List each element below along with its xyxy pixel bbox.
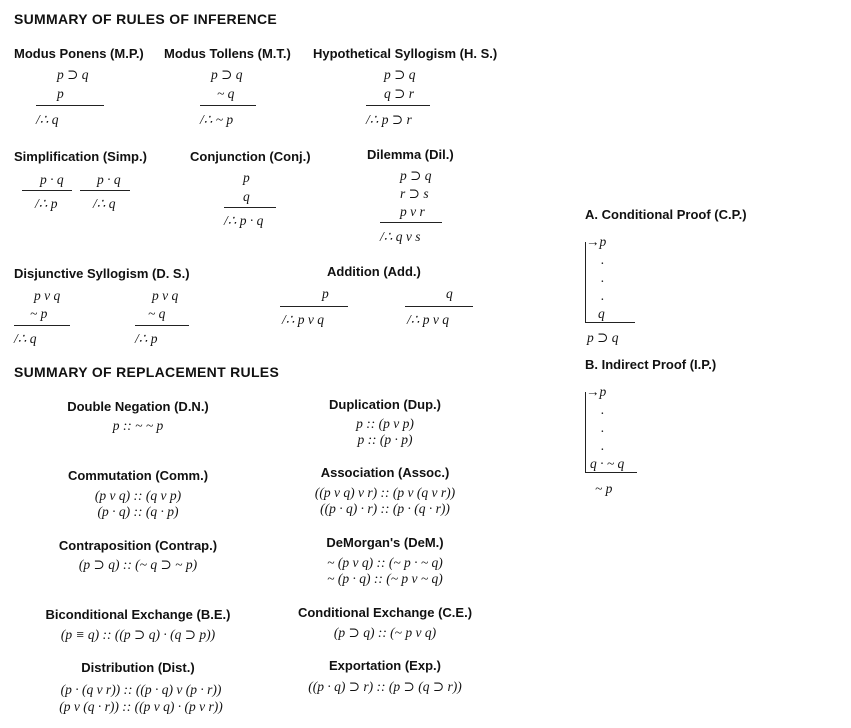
- conj-premise-1: p: [243, 170, 250, 185]
- mt-premise-2: ~ q: [217, 86, 235, 101]
- rule-ds-name: Disjunctive Syllogism (D. S.): [14, 266, 190, 281]
- cp-title: A. Conditional Proof (C.P.): [585, 207, 747, 222]
- ip-dot: .: [601, 420, 605, 435]
- assoc-formula-1: ((p v q) v r) :: (p v (q v r)): [314, 485, 456, 500]
- ds-a-conclusion: /∴ q: [14, 331, 37, 346]
- mp-line: [36, 105, 104, 106]
- cp-dot: .: [601, 288, 605, 303]
- ip-assumption: →p: [586, 384, 607, 399]
- rule-dist-name: Distribution (Dist.): [81, 660, 195, 675]
- cp-dot: .: [601, 270, 605, 285]
- ds-a-line: [14, 325, 70, 326]
- ip-result: ~ p: [595, 481, 613, 496]
- ce-formula-1: (p ⊃ q) :: (~ p v q): [333, 625, 437, 640]
- dup-formula-2: p :: (p · p): [357, 432, 413, 447]
- ip-dot: .: [601, 438, 605, 453]
- cp-assumption: →p: [586, 234, 607, 249]
- contrap-formula-1: (p ⊃ q) :: (~ q ⊃ ~ p): [78, 557, 198, 572]
- comm-formula-1: (p v q) :: (q v p): [94, 488, 182, 503]
- rule-ce-name: Conditional Exchange (C.E.): [297, 605, 473, 620]
- add-b-line: [405, 306, 473, 307]
- rule-exp-name: Exportation (Exp.): [329, 658, 441, 673]
- add-a-premise: p: [322, 286, 329, 301]
- cp-bracket: [585, 242, 586, 322]
- ds-b-line: [135, 325, 189, 326]
- mt-premise-1: p ⊃ q: [211, 67, 243, 82]
- rule-dem-name: DeMorgan's (DeM.): [326, 535, 444, 550]
- hs-conclusion: /∴ p ⊃ r: [366, 112, 412, 127]
- simp-a-premise: p · q: [40, 172, 64, 187]
- hs-premise-1: p ⊃ q: [384, 67, 416, 82]
- be-formula-1: (p ≡ q) :: ((p ⊃ q) · (q ⊃ p)): [60, 627, 216, 642]
- ds-b-premise-2: ~ q: [148, 306, 166, 321]
- add-b-conclusion: /∴ p v q: [407, 312, 449, 327]
- ip-dot: .: [601, 402, 605, 417]
- add-a-conclusion: /∴ p v q: [282, 312, 324, 327]
- cp-result: p ⊃ q: [587, 330, 619, 345]
- conj-line: [224, 207, 276, 208]
- dil-premise-1: p ⊃ q: [400, 168, 432, 183]
- dil-premise-3: p v r: [400, 204, 425, 219]
- rule-comm-name: Commutation (Comm.): [67, 468, 209, 483]
- inference-title: SUMMARY OF RULES OF INFERENCE: [14, 11, 278, 27]
- simp-a-conclusion: /∴ p: [35, 196, 58, 211]
- assoc-formula-2: ((p · q) · r) :: (p · (q · r)): [320, 501, 450, 516]
- cp-line: [585, 322, 635, 323]
- cp-last-line: q: [598, 306, 605, 321]
- conj-premise-2: q: [243, 189, 250, 204]
- simp-a-line: [22, 190, 72, 191]
- rule-dil-name: Dilemma (Dil.): [367, 147, 454, 162]
- ip-title: B. Indirect Proof (I.P.): [585, 357, 717, 372]
- conj-conclusion: /∴ p · q: [224, 213, 264, 228]
- dem-formula-1: ~ (p v q) :: (~ p · ~ q): [327, 555, 443, 570]
- mp-premise-2: p: [57, 86, 64, 101]
- rule-assoc-name: Association (Assoc.): [320, 465, 450, 480]
- simp-b-conclusion: /∴ q: [93, 196, 116, 211]
- dup-formula-1: p :: (p v p): [356, 416, 414, 431]
- rule-dup-name: Duplication (Dup.): [329, 397, 441, 412]
- add-a-line: [280, 306, 348, 307]
- mt-line: [200, 105, 256, 106]
- ip-line: [585, 472, 637, 473]
- simp-b-line: [80, 190, 130, 191]
- rule-add-name: Addition (Add.): [327, 264, 421, 279]
- dist-formula-2: (p v (q · r)) :: ((p v q) · (p v r)): [59, 699, 223, 714]
- ds-a-premise-2: ~ p: [30, 306, 48, 321]
- simp-b-premise: p · q: [97, 172, 121, 187]
- rule-hs-name: Hypothetical Syllogism (H. S.): [313, 46, 498, 61]
- dist-formula-1: (p · (q v r)) :: ((p · q) v (p · r)): [60, 682, 222, 697]
- ds-a-premise-1: p v q: [34, 288, 61, 303]
- exp-formula-1: ((p · q) ⊃ r) :: (p ⊃ (q ⊃ r)): [308, 679, 462, 694]
- rule-be-name: Biconditional Exchange (B.E.): [45, 607, 231, 622]
- dil-premise-2: r ⊃ s: [400, 186, 429, 201]
- rule-contrap-name: Contraposition (Contrap.): [58, 538, 218, 553]
- ip-last-line: q · ~ q: [590, 456, 625, 471]
- mt-conclusion: /∴ ~ p: [200, 112, 234, 127]
- rule-conj-name: Conjunction (Conj.): [190, 149, 311, 164]
- hs-premise-2: q ⊃ r: [384, 86, 415, 101]
- add-b-premise: q: [446, 286, 453, 301]
- rule-dn-name: Double Negation (D.N.): [67, 399, 209, 414]
- ds-b-premise-1: p v q: [152, 288, 179, 303]
- comm-formula-2: (p · q) :: (q · p): [97, 504, 179, 519]
- rule-simp-name: Simplification (Simp.): [14, 149, 147, 164]
- dil-conclusion: /∴ q v s: [380, 229, 421, 244]
- mp-conclusion: /∴ q: [36, 112, 59, 127]
- dn-formula-1: p :: ~ ~ p: [112, 418, 164, 433]
- dem-formula-2: ~ (p · q) :: (~ p v ~ q): [327, 571, 443, 586]
- replacement-title: SUMMARY OF REPLACEMENT RULES: [14, 364, 280, 380]
- rule-mt-name: Modus Tollens (M.T.): [164, 46, 291, 61]
- ip-bracket: [585, 392, 586, 472]
- ds-b-conclusion: /∴ p: [135, 331, 158, 346]
- cp-dot: .: [601, 252, 605, 267]
- mp-premise-1: p ⊃ q: [57, 67, 89, 82]
- rule-mp-name: Modus Ponens (M.P.): [14, 46, 144, 61]
- hs-line: [366, 105, 430, 106]
- dil-line: [380, 222, 442, 223]
